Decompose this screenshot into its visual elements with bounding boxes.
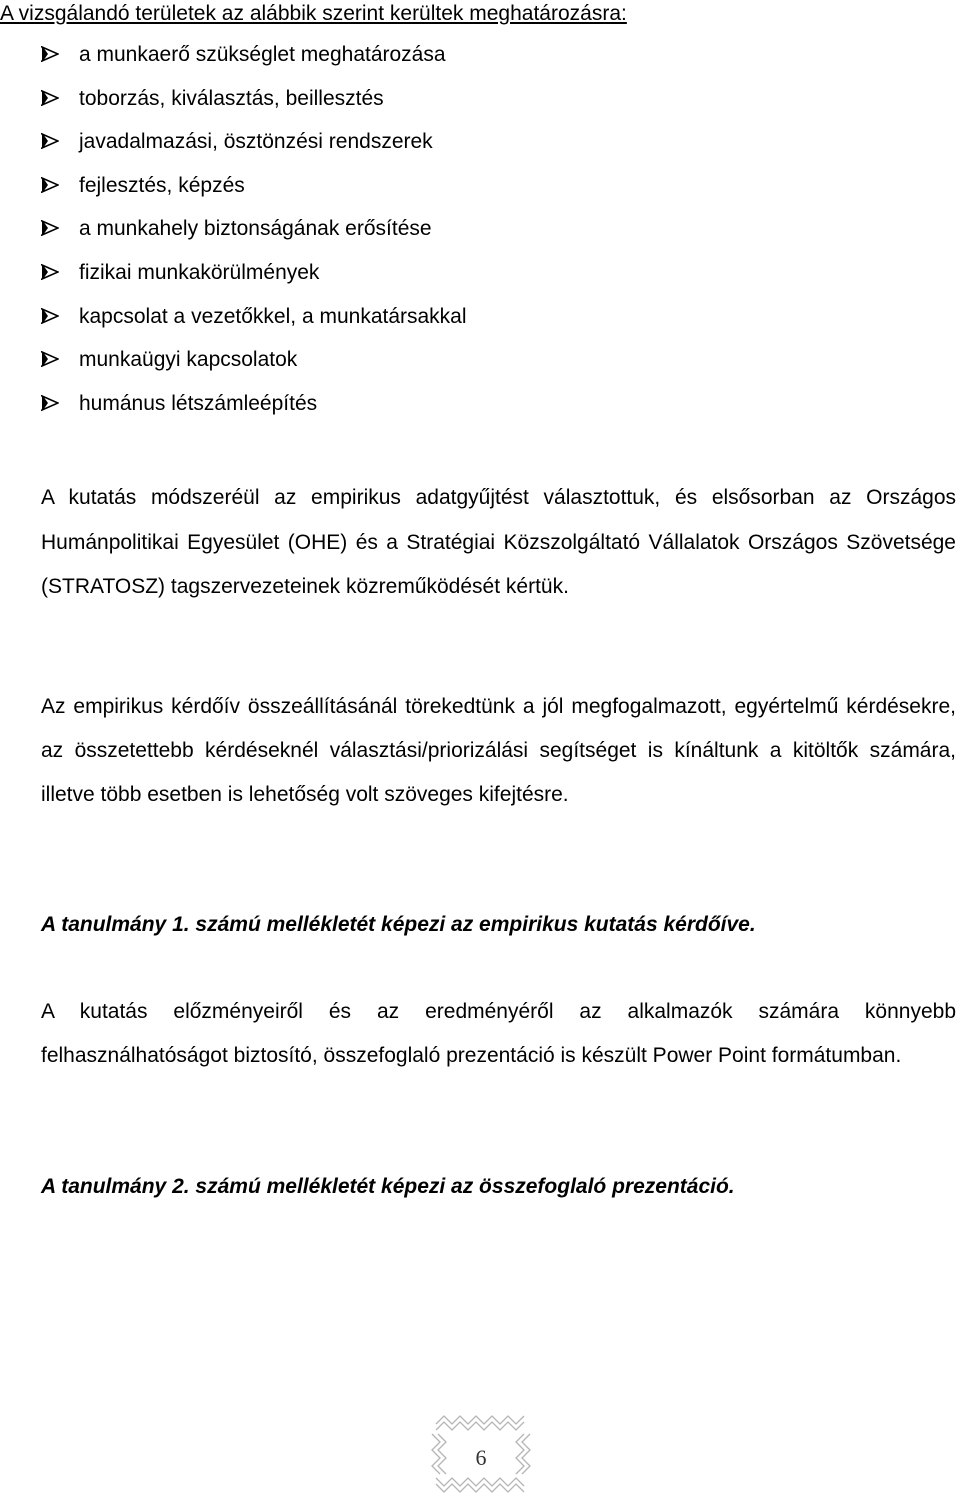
arrowhead-bullet-icon	[41, 129, 79, 149]
questionnaire-paragraph: Az empirikus kérdőív összeállításánál törekedtünk a jól megfogalmazott, egyértelmű kérdésekre, az összetettebb kérdéseknél választási/priorizálási segítséget is kínáltunk a kitöltők számára, illetve több esetben is lehetőség volt szöveges kifejtésre.	[41, 695, 956, 807]
list-item-label: fizikai munkakörülmények	[79, 260, 320, 284]
list-item-label: javadalmazási, ösztönzési rendszerek	[79, 130, 433, 154]
page-number: 6	[475, 1445, 487, 1470]
arrowhead-bullet-icon	[41, 173, 79, 193]
arrowhead-bullet-icon	[41, 347, 79, 367]
list-item	[41, 304, 467, 348]
arrowhead-bullet-icon	[41, 391, 79, 411]
list-item-label: humánus létszámleépítés	[79, 391, 318, 415]
list-item	[41, 391, 467, 435]
list-item	[41, 129, 467, 173]
arrowhead-bullet-icon	[41, 42, 79, 62]
list-item-label: kapcsolat a vezetőkkel, a munkatársakkal	[79, 304, 467, 328]
list-item	[41, 173, 467, 217]
arrowhead-bullet-icon	[41, 216, 79, 236]
intro-heading	[0, 2, 960, 26]
presentation-paragraph: A kutatás előzményeiről és az eredményéről az alkalmazók számára könnyebb felhasználhatóságot biztosító, összefoglaló prezentáció is készült Power Point formátumban.	[41, 1000, 956, 1067]
list-item	[41, 347, 467, 391]
method-paragraph: A kutatás módszeréül az empirikus adatgyűjtést választottuk, és elsősorban az Országos Humánpolitikai Egyesület (OHE) és a Stratégiai Közszolgáltató Vállalatok Országos Szövetsége (STRATOSZ) tagszervezeteinek közreműködését kértük.	[41, 486, 956, 599]
intro-text: A vizsgálandó területek az alábbik szerint kerültek meghatározásra:	[0, 2, 627, 25]
list-item-label: munkaügyi kapcsolatok	[79, 348, 298, 372]
list-item-label: a munkaerő szükséglet meghatározása	[79, 43, 446, 66]
arrowhead-bullet-icon	[41, 260, 79, 280]
area-list	[41, 42, 467, 434]
list-item	[41, 260, 467, 304]
annex-1-note: A tanulmány 1. számú mellékletét képezi az empirikus kutatás kérdőíve.	[41, 913, 756, 936]
arrowhead-bullet-icon	[41, 304, 79, 324]
list-item-label: toborzás, kiválasztás, beillesztés	[79, 86, 384, 110]
arrowhead-bullet-icon	[41, 86, 79, 106]
annex-2-note: A tanulmány 2. számú mellékletét képezi az összefoglaló prezentáció.	[41, 1175, 735, 1198]
page-number-ornament	[426, 1410, 536, 1502]
list-item-label: a munkahely biztonságának erősítése	[79, 217, 432, 241]
list-item-label: fejlesztés, képzés	[79, 173, 245, 197]
list-item	[41, 42, 467, 86]
list-item	[41, 86, 467, 130]
list-item	[41, 216, 467, 260]
